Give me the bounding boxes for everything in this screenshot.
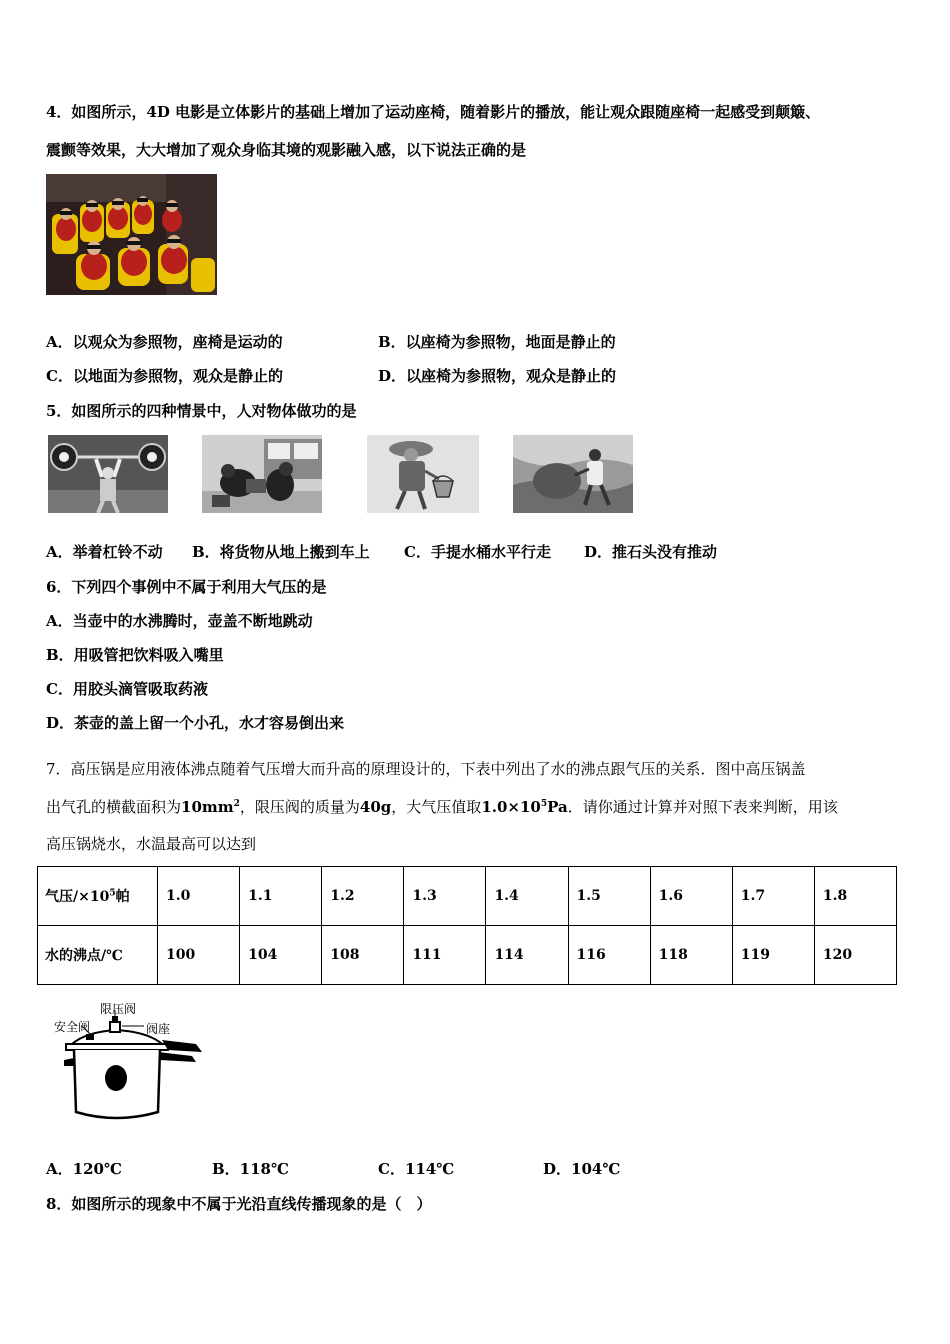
q5-option-b[interactable]: B．将货物从地上搬到车上 [192,543,370,561]
table-cell: 1.2 [322,867,404,926]
q5-stem: 5．如图所示的四种情景中，人对物体做功的是 [46,402,357,420]
label-valve-seat: 阀座 [146,1022,171,1036]
q5-option-d[interactable]: D．推石头没有推动 [584,543,718,561]
label-safety-valve: 安全阀 [54,1020,91,1034]
q7-area-value: 10mm [181,798,234,816]
moving-goods-photo [202,435,322,513]
table-cell: 1.6 [650,867,732,926]
q6-option-a[interactable]: A．当壶中的水沸腾时，壶盖不断地跳动 [46,612,313,630]
table-row-label-pressure [38,867,158,926]
q7-area-exp: 2 [233,799,240,809]
pressure-label-exp: 5 [109,888,116,899]
table-cell: 104 [240,926,322,985]
table-cell: 116 [568,926,650,985]
pushing-stone-photo [513,435,633,513]
table-cell: 114 [486,926,568,985]
q7-line2-mid2: ，大气压值取 [391,798,482,816]
table-cell: 111 [404,926,486,985]
q7-stem-line1: 7．高压锅是应用液体沸点随着气压增大而升高的原理设计的，下表中列出了水的沸点跟气压的关系．图中高压锅盖 [46,760,806,778]
q6-stem: 6．下列四个事例中不属于利用大气压的是 [46,578,327,596]
table-row-pressure [38,867,897,926]
table-cell: 118 [650,926,732,985]
table-cell: 1.3 [404,867,486,926]
table-cell: 1.8 [814,867,896,926]
table-cell: 1.4 [486,867,568,926]
q7-line2-pre: 出气孔的横截面积为 [46,798,182,816]
q4-stem-line1: 4．如图所示，4D 电影是立体影片的基础上增加了运动座椅，随着影片的播放，能让观众跟随座椅一起感受到颠簸、 [46,103,821,121]
table-row-label-boiling: 水的沸点/℃ [38,926,158,985]
q7-pressure-exp: 5 [540,799,548,809]
table-row-boiling [38,926,897,985]
barbell-photo [48,435,168,513]
q4-option-d[interactable]: D．以座椅为参照物，观众是静止的 [378,367,617,385]
pressure-label-pre: 气压/×10 [45,889,110,905]
q5-option-c[interactable]: C．手提水桶水平行走 [404,543,551,561]
q4-stem-line2: 震颤等效果，大大增加了观众身临其境的观影融入感，以下说法正确的是 [46,141,527,159]
q7-option-d[interactable]: D．104℃ [543,1160,621,1178]
q4-option-b[interactable]: B．以座椅为参照物，地面是静止的 [378,333,616,351]
q6-option-c[interactable]: C．用胶头滴管吸取药液 [46,680,208,698]
q7-pressure-value: 1.0×10 [481,798,541,816]
q6-option-b[interactable]: B．用吸管把饮料吸入嘴里 [46,646,224,664]
q6-option-d[interactable]: D．茶壶的盖上留一个小孔，水才容易倒出来 [46,714,345,732]
table-cell: 1.5 [568,867,650,926]
q7-stem-line3: 高压锅烧水，水温最高可以达到 [46,835,257,853]
table-cell: 1.1 [240,867,322,926]
q7-stem-line2 [46,797,838,817]
theater-audience-photo [46,174,217,295]
pressure-cooker-figure [46,1000,216,1126]
q4-option-a[interactable]: A．以观众为参照物，座椅是运动的 [46,333,283,351]
table-cell: 100 [158,926,240,985]
pressure-label-post: 帕 [115,889,130,905]
q7-option-a[interactable]: A．120℃ [46,1160,122,1178]
table-cell: 108 [322,926,404,985]
q7-option-b[interactable]: B．118℃ [212,1160,289,1178]
q7-line2-post: ．请你通过计算并对照下表来判断，用该 [567,798,838,816]
carrying-bucket-photo [367,435,479,513]
label-pressure-limit-valve: 限压阀 [100,1002,137,1016]
pressure-boiling-table [37,866,897,985]
q5-option-a[interactable]: A．举着杠铃不动 [46,543,163,561]
q7-mass-value: 40g [359,798,392,816]
table-cell: 120 [814,926,896,985]
q7-pressure-unit: Pa [547,798,568,816]
table-cell: 119 [732,926,814,985]
table-cell: 1.7 [732,867,814,926]
q7-line2-mid: ，限压阀的质量为 [239,798,360,816]
q7-option-c[interactable]: C．114℃ [378,1160,455,1178]
table-cell: 1.0 [158,867,240,926]
q4-option-c[interactable]: C．以地面为参照物，观众是静止的 [46,367,283,385]
q8-stem: 8．如图所示的现象中不属于光沿直线传播现象的是（ ） [46,1195,432,1213]
